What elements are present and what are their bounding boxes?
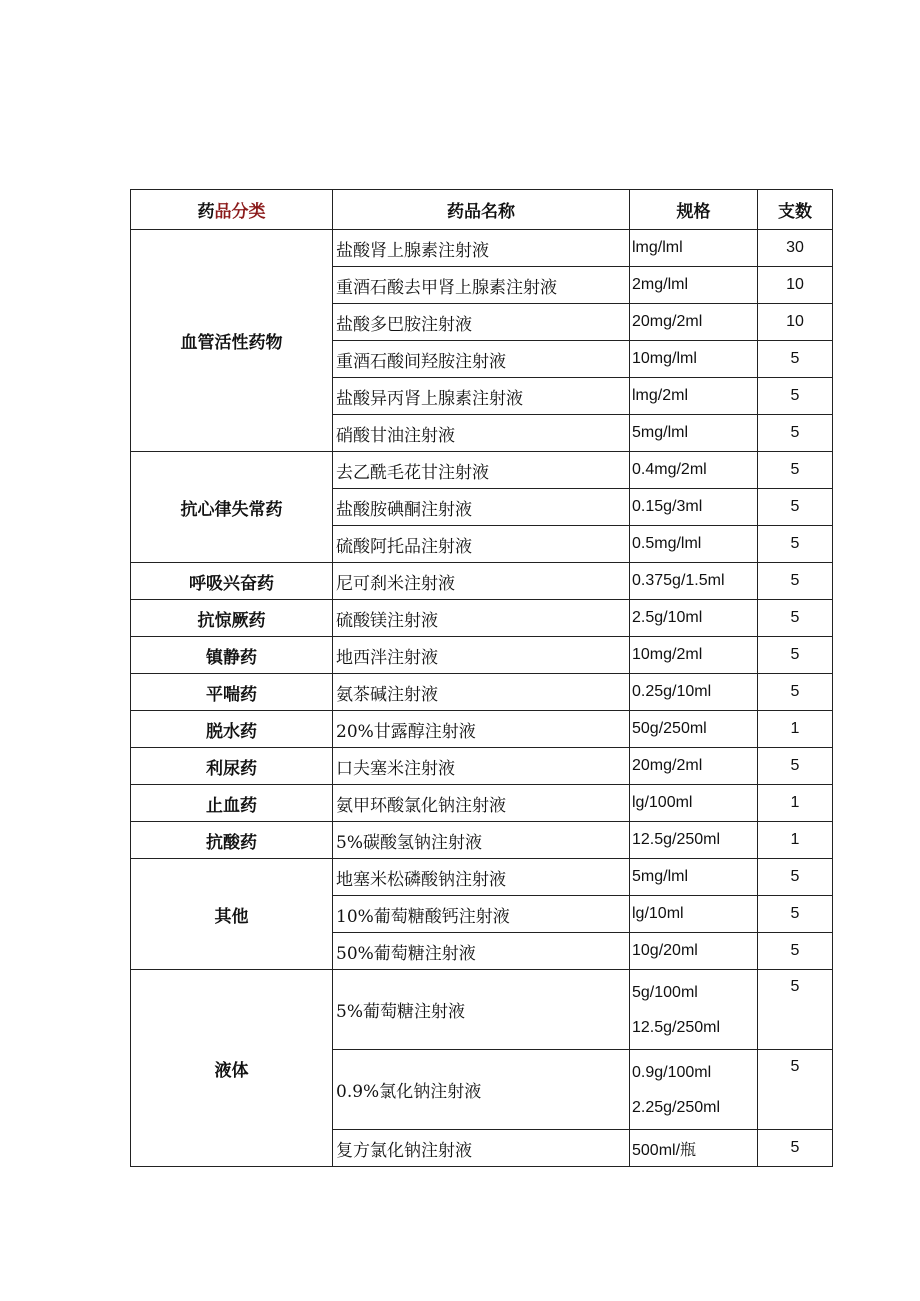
drug-name: 氨茶碱注射液 (333, 674, 630, 711)
drug-spec: lmg/2ml (630, 378, 758, 415)
drug-count: 5 (758, 489, 833, 526)
category-cell: 其他 (131, 859, 333, 970)
drug-spec: 0.4mg/2ml (630, 452, 758, 489)
drug-spec: 10g/20ml (630, 933, 758, 970)
drug-count: 5 (758, 415, 833, 452)
drug-name: 口夫塞米注射液 (333, 748, 630, 785)
table-row (131, 674, 833, 711)
drug-spec: 10mg/lml (630, 341, 758, 378)
drug-spec: 2mg/lml (630, 267, 758, 304)
drug-name: 地塞米松磷酸钠注射液 (333, 859, 630, 896)
drug-name: 盐酸胺碘酮注射液 (333, 489, 630, 526)
drug-name: 10%葡萄糖酸钙注射液 (333, 896, 630, 933)
drug-count: 1 (758, 822, 833, 859)
drug-spec (630, 1050, 758, 1130)
drug-count: 5 (758, 970, 833, 1050)
header-name: 药品名称 (333, 190, 630, 230)
drug-count: 5 (758, 896, 833, 933)
category-cell: 止血药 (131, 785, 333, 822)
drug-spec (630, 970, 758, 1050)
table-row (131, 452, 833, 489)
drug-count: 5 (758, 378, 833, 415)
table-row (131, 230, 833, 267)
drug-count: 5 (758, 563, 833, 600)
drug-name: 5%葡萄糖注射液 (333, 970, 630, 1050)
drug-count: 1 (758, 785, 833, 822)
drug-spec-line: 2.25g/250ml (632, 1098, 721, 1116)
category-cell: 平喘药 (131, 674, 333, 711)
drug-name: 重酒石酸去甲肾上腺素注射液 (333, 267, 630, 304)
drug-spec-line: 0.9g/100ml (632, 1063, 712, 1081)
drug-spec-line: 12.5g/250ml (632, 1018, 721, 1036)
drug-name: 复方氯化钠注射液 (333, 1130, 630, 1167)
drug-table (130, 189, 833, 1167)
drug-spec: 0.15g/3ml (630, 489, 758, 526)
drug-spec: 10mg/2ml (630, 637, 758, 674)
drug-count: 5 (758, 933, 833, 970)
drug-name: 去乙酰毛花甘注射液 (333, 452, 630, 489)
drug-count: 5 (758, 637, 833, 674)
drug-spec: lmg/lml (630, 230, 758, 267)
drug-name: 盐酸异丙肾上腺素注射液 (333, 378, 630, 415)
drug-name: 硫酸阿托品注射液 (333, 526, 630, 563)
drug-name: 重酒石酸间羟胺注射液 (333, 341, 630, 378)
header-category: 药品分类 (131, 190, 333, 230)
drug-spec: 20mg/2ml (630, 304, 758, 341)
category-cell: 血管活性药物 (131, 230, 333, 452)
drug-name: 硝酸甘油注射液 (333, 415, 630, 452)
drug-count: 10 (758, 304, 833, 341)
drug-spec: 5mg/lml (630, 415, 758, 452)
drug-count: 5 (758, 526, 833, 563)
table-row (131, 637, 833, 674)
drug-name: 0.9%氯化钠注射液 (333, 1050, 630, 1130)
drug-name: 50%葡萄糖注射液 (333, 933, 630, 970)
drug-spec: 0.375g/1.5ml (630, 563, 758, 600)
drug-count: 5 (758, 1130, 833, 1167)
drug-spec: lg/10ml (630, 896, 758, 933)
category-cell: 镇静药 (131, 637, 333, 674)
table-row (131, 822, 833, 859)
drug-count: 5 (758, 748, 833, 785)
drug-name: 硫酸镁注射液 (333, 600, 630, 637)
drug-name: 20%甘露醇注射液 (333, 711, 630, 748)
category-cell: 液体 (131, 970, 333, 1167)
drug-count: 5 (758, 1050, 833, 1130)
drug-spec: lg/100ml (630, 785, 758, 822)
drug-name: 盐酸多巴胺注射液 (333, 304, 630, 341)
drug-spec: 20mg/2ml (630, 748, 758, 785)
drug-spec-line: 5g/100ml (632, 983, 698, 1001)
category-cell: 呼吸兴奋药 (131, 563, 333, 600)
drug-spec: 2.5g/10ml (630, 600, 758, 637)
category-cell: 抗惊厥药 (131, 600, 333, 637)
drug-spec: 50g/250ml (630, 711, 758, 748)
table-row (131, 785, 833, 822)
header-count: 支数 (758, 190, 833, 230)
category-cell: 利尿药 (131, 748, 333, 785)
table-row (131, 970, 833, 1050)
table-row (131, 859, 833, 896)
category-cell: 抗酸药 (131, 822, 333, 859)
drug-spec: 500ml/瓶 (630, 1130, 758, 1167)
category-cell: 脱水药 (131, 711, 333, 748)
drug-count: 5 (758, 452, 833, 489)
drug-count: 1 (758, 711, 833, 748)
header-spec: 规格 (630, 190, 758, 230)
drug-spec: 12.5g/250ml (630, 822, 758, 859)
category-cell: 抗心律失常药 (131, 452, 333, 563)
drug-count: 10 (758, 267, 833, 304)
drug-count: 5 (758, 600, 833, 637)
drug-name: 地西泮注射液 (333, 637, 630, 674)
drug-name: 尼可刹米注射液 (333, 563, 630, 600)
drug-spec: 5mg/lml (630, 859, 758, 896)
drug-count: 5 (758, 859, 833, 896)
table-row (131, 600, 833, 637)
table-row (131, 748, 833, 785)
table-row (131, 711, 833, 748)
drug-count: 5 (758, 341, 833, 378)
table-row (131, 563, 833, 600)
drug-count: 5 (758, 674, 833, 711)
drug-name: 盐酸肾上腺素注射液 (333, 230, 630, 267)
drug-count: 30 (758, 230, 833, 267)
drug-name: 5%碳酸氢钠注射液 (333, 822, 630, 859)
drug-name: 氨甲环酸氯化钠注射液 (333, 785, 630, 822)
table-header-row (131, 190, 833, 230)
drug-spec: 0.25g/10ml (630, 674, 758, 711)
drug-spec: 0.5mg/lml (630, 526, 758, 563)
